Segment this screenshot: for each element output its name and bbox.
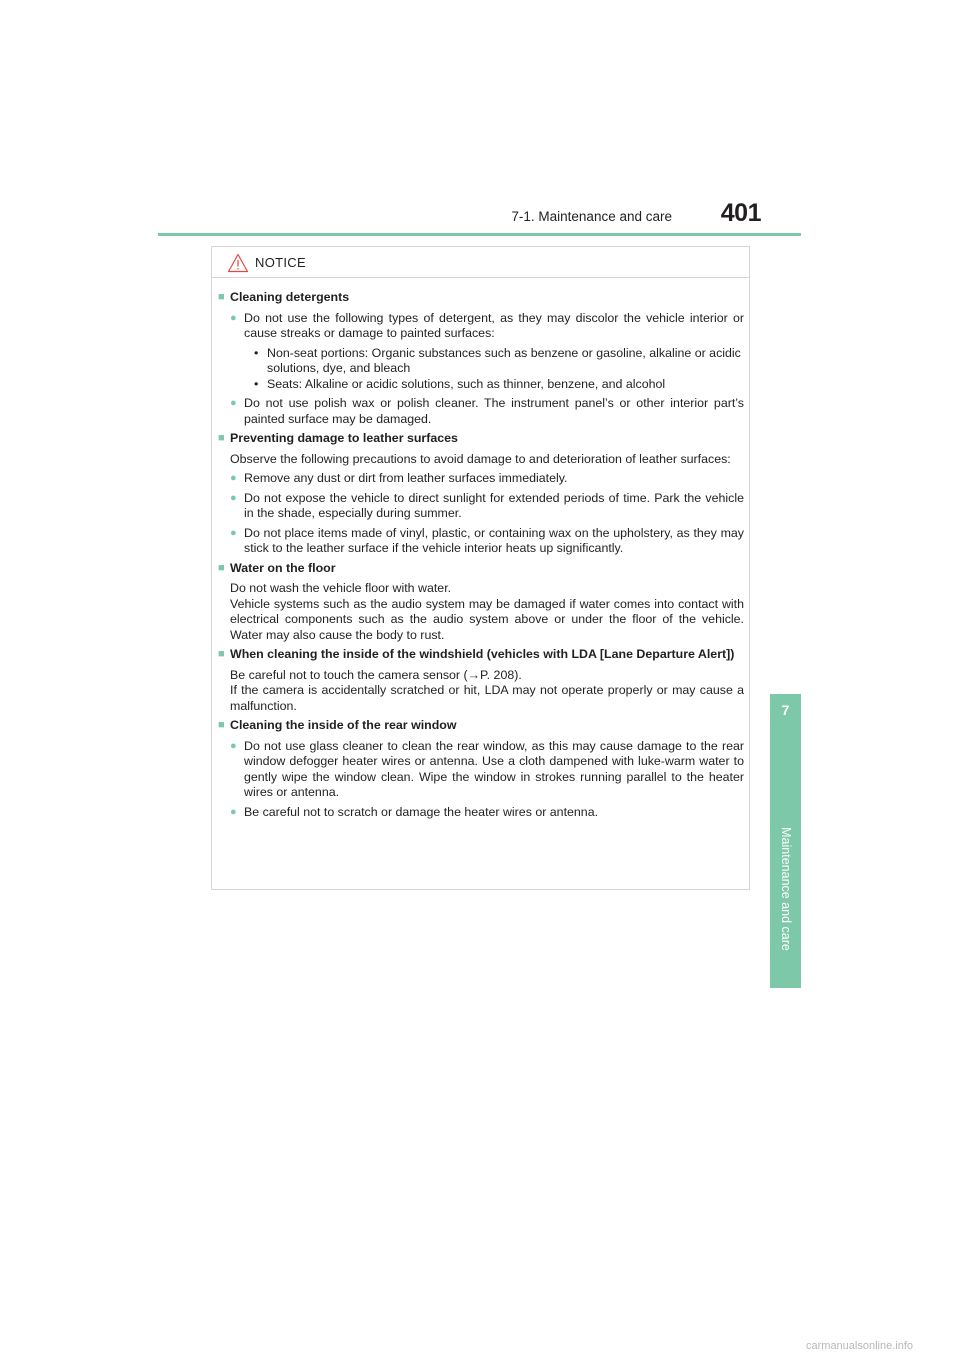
bullet-text: Be careful not to scratch or damage the heater wires or antenna. [244, 804, 599, 819]
square-bullet-icon: ■ [218, 291, 225, 303]
list-item [218, 739, 744, 801]
heading-text: Cleaning detergents [230, 290, 350, 304]
list-item [218, 311, 744, 342]
heading-water [218, 561, 744, 577]
bullet-text: Do not use glass cleaner to clean the rear window, as this may cause damage to the rear window defogger heater wires or antenna. Use a cloth dampened with luke-warm water to gently wipe the window clean. Wipe the window in strokes running parallel to the heater wires or antenna. [244, 738, 744, 799]
bullet-text: Do not use the following types of detergent, as they may discolor the vehicle interior or cause streaks or damage to painted surfaces: [244, 310, 744, 340]
list-item [218, 805, 744, 821]
square-bullet-icon: ■ [218, 561, 225, 574]
heading-rear-window [218, 718, 744, 734]
sub-text: Seats: Alkaline or acidic solutions, such as thinner, benzene, and alcohol [267, 376, 666, 391]
circle-bullet-icon: ● [230, 491, 237, 504]
bullet-text: Do not use polish wax or polish cleaner. The instrument panel’s or other interior part’s painted surface may be damaged. [244, 396, 744, 426]
bullet-text: Do not expose the vehicle to direct sunlight for extended periods of time. Park the vehicle in the shade, especially during summer. [244, 490, 744, 520]
heading-text: Preventing damage to leather surfaces [230, 431, 458, 445]
watermark: carmanualsonline.info [806, 1340, 914, 1352]
heading-leather [218, 431, 744, 447]
section-title: 7-1. Maintenance and care [511, 209, 672, 224]
sub-list-item [218, 377, 744, 393]
chapter-label-wrapper [772, 804, 799, 974]
chapter-number: 7 [781, 702, 790, 718]
square-bullet-icon: ■ [218, 719, 225, 731]
list-item [218, 396, 744, 427]
sub-bullet-icon: • [254, 376, 259, 391]
paragraph: If the camera is accidentally scratched or hit, LDA may not operate properly or may cause a malfunction. [230, 683, 744, 713]
circle-bullet-icon: ● [230, 739, 237, 752]
bullet-text: Do not place items made of vinyl, plastic, or containing wax on the upholstery, as they may stick to the leather surface if the vehicle interior heats up significantly. [244, 525, 744, 555]
paragraph: Be careful not to touch the camera sensor (→P. 208). [230, 667, 522, 682]
chapter-tab [770, 694, 801, 988]
list-item [218, 491, 744, 522]
notice-header [212, 247, 749, 278]
notice-title: NOTICE [255, 255, 306, 270]
header-rule [158, 233, 801, 236]
heading-windshield [218, 647, 744, 663]
square-bullet-icon: ■ [218, 432, 225, 444]
heading-cleaning-detergents [218, 290, 744, 306]
heading-text: Water on the floor [230, 560, 336, 575]
square-bullet-icon: ■ [218, 648, 225, 660]
warning-triangle-icon [227, 253, 249, 273]
paragraph: Do not wash the vehicle floor with water. [230, 581, 452, 595]
paragraph: Vehicle systems such as the audio system may be damaged if water comes into contact with electrical components such as the audio system above or under the floor of the vehicle. Water may also cause the body to rust. [230, 596, 744, 642]
paragraph: Observe the following precautions to avoid damage to and deterioration of leather surfaces: [230, 451, 731, 466]
chapter-title: Maintenance and care [778, 827, 793, 951]
heading-text: Cleaning the inside of the rear window [230, 718, 457, 732]
notice-body [218, 290, 744, 824]
circle-bullet-icon: ● [230, 805, 237, 818]
sub-list-item [218, 346, 744, 377]
heading-text: When cleaning the inside of the windshield (vehicles with LDA [Lane Departure Alert]) [230, 647, 735, 661]
sub-text: Non-seat portions: Organic substances such as benzene or gasoline, alkaline or acidic solutions, dye, and bleach [267, 345, 741, 375]
list-item [218, 471, 744, 487]
circle-bullet-icon: ● [230, 526, 237, 539]
page-number: 401 [720, 199, 761, 227]
list-item [218, 526, 744, 557]
notice-box [211, 246, 750, 890]
circle-bullet-icon: ● [230, 472, 237, 484]
circle-bullet-icon: ● [230, 311, 237, 324]
bullet-text: Remove any dust or dirt from leather surfaces immediately. [244, 471, 568, 485]
circle-bullet-icon: ● [230, 397, 237, 409]
sub-bullet-icon: • [254, 345, 259, 360]
